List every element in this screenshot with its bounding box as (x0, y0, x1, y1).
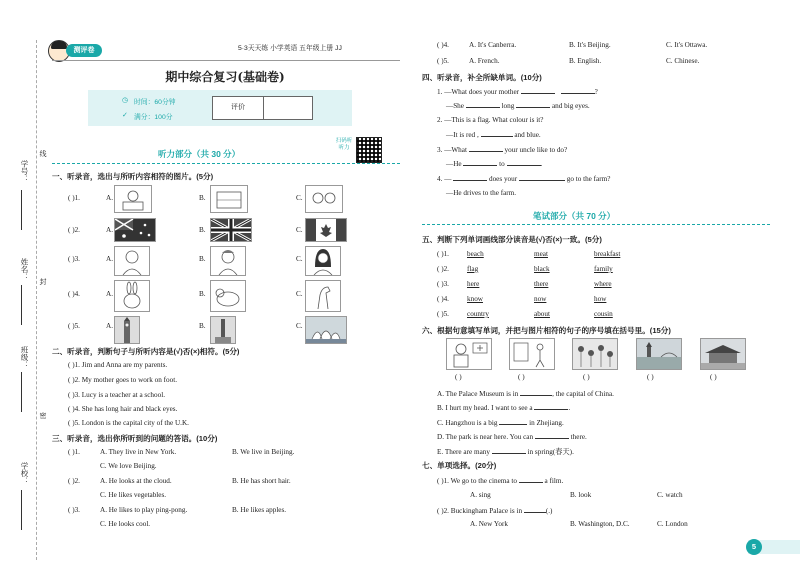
s5-row-4-word-2: now (534, 295, 547, 303)
s6-paren-3[interactable]: ( ) (583, 373, 590, 381)
s4-l1b: —She (446, 102, 464, 110)
pic-palace-museum (700, 338, 746, 370)
s5-row-4-word-1: know (467, 295, 483, 303)
check-icon: ✓ (122, 112, 128, 119)
s4-l3c: —He (446, 160, 462, 168)
s5-row-1-word-3: breakfast (594, 250, 621, 258)
s3-q3-c: C. He looks cool. (100, 520, 151, 528)
s4-l1d: and big eyes. (551, 102, 590, 110)
s3-q3-number: ( )3. (68, 506, 80, 514)
series-label: 5·3天天练 小学英语 五年级上册 JJ (238, 45, 342, 52)
s3-q1-b: B. We live in Beijing. (232, 448, 295, 456)
s5-row-1-word-2: meat (534, 250, 548, 258)
s1-heading: 一、听录音，选出与所听内容相符的图片。(5分) (52, 172, 214, 181)
s4-blank-2[interactable] (561, 86, 595, 94)
s2-item-4: ( )4. She has long hair and black eyes. (68, 405, 178, 413)
s1-q3-opt-b: B. (199, 255, 206, 263)
r-q4-a: A. It's Canberra. (469, 41, 517, 49)
s4-l4a: 4. — (437, 175, 452, 183)
time-label: 时间：60分钟 (134, 99, 176, 106)
s3-q1-c: C. We love Beijing. (100, 462, 157, 470)
s5-row-3-number: ( )3. (437, 280, 449, 288)
s3-q2-a: A. He looks at the cloud. (100, 477, 172, 485)
r-q5-number: ( )5. (437, 57, 449, 65)
s5-row-5-number: ( )5. (437, 310, 449, 318)
pic-park (509, 338, 555, 370)
pic-drawing-b (210, 185, 248, 213)
flag-uk-icon (210, 218, 252, 242)
s7-blank-1[interactable] (519, 475, 543, 483)
written-title: 笔试部分（共 70 分） (533, 211, 616, 221)
s4-line-4 (446, 129, 541, 140)
s4-line-7 (437, 173, 610, 184)
s1-q5-number: ( )5. (68, 322, 80, 330)
s6-blank-d[interactable] (535, 431, 569, 439)
pic-boy-a (114, 246, 150, 276)
s6-e1: E. There are many (437, 448, 490, 456)
s6-blank-e[interactable] (492, 446, 526, 454)
s1-q2-opt-b: B. (199, 226, 206, 234)
pic-girl-c (305, 246, 341, 276)
close-char: 密 (39, 412, 47, 419)
s4-l1c: long (501, 102, 515, 110)
s4-blank-9[interactable] (453, 173, 487, 181)
s5-row-3-word-2: there (534, 280, 549, 288)
s4-line-6: —He to . (446, 160, 543, 168)
pic-doctor (446, 338, 492, 370)
r-q4-c: C. It's Ottawa. (666, 41, 708, 49)
rating-field[interactable] (263, 96, 313, 120)
s1-q3-number: ( )3. (68, 255, 80, 263)
s3-q3-a: A. He likes to play ping-pong. (100, 506, 188, 514)
s6-sentence-d (437, 431, 587, 442)
s7-q2-stem: ( )2. Buckingham Palace is in (437, 507, 523, 515)
s7-heading: 七、单项选择。(20分) (422, 461, 497, 470)
s6-sentence-b (437, 402, 570, 413)
pic-opera-house-c (305, 316, 347, 344)
school-label: 学校： (20, 462, 29, 485)
s4-l2b: —It is red , (446, 131, 479, 139)
name-line (21, 285, 22, 325)
s6-d2: there. (570, 433, 587, 441)
s7-q1-end: a film. (544, 477, 564, 485)
s4-blank-4[interactable] (516, 100, 550, 108)
s3-q3-b: B. He likes apples. (232, 506, 287, 514)
s1-q1-opt-b: B. (199, 194, 206, 202)
s1-q1-opt-a: A. (106, 194, 113, 202)
s5-row-4-number: ( )4. (437, 295, 449, 303)
class-line (21, 372, 22, 412)
s1-q4-opt-c: C. (296, 290, 303, 298)
s6-heading: 六、根据句意填写单词，并把与图片相符的句子的序号填在括号里。(15分) (422, 326, 671, 335)
s3-q2-number: ( )2. (68, 477, 80, 485)
s1-q2-opt-a: A. (106, 226, 113, 234)
flag-canada-icon (305, 218, 347, 242)
s6-paren-5[interactable]: ( ) (710, 373, 717, 381)
page-title: 期中综合复习(基础卷) (165, 70, 285, 84)
page-number: 5 (746, 539, 762, 555)
s4-blank-6[interactable] (469, 144, 503, 152)
s6-b2: . (568, 404, 571, 412)
s4-l3d: to (499, 160, 505, 168)
score-label: 满分：100分 (134, 114, 173, 121)
s1-q4-number: ( )4. (68, 290, 80, 298)
s2-item-3: ( )3. Lucy is a teacher at a school. (68, 391, 165, 399)
pic-drawing-c (305, 185, 343, 213)
flag-australia-icon (114, 218, 156, 242)
s5-row-2-word-3: family (594, 265, 613, 273)
s3-q1-a: A. They live in New York. (100, 448, 177, 456)
s7-q1 (437, 475, 563, 486)
s6-c1: C. Hangzhou is a big (437, 419, 498, 427)
s4-l1a: 1. —What does your mother (437, 88, 520, 96)
s5-row-5-word-3: cousin (594, 310, 613, 318)
seal-char: 线 (39, 150, 47, 157)
school-line (21, 490, 22, 530)
s1-q2-opt-c: C. (296, 226, 303, 234)
s4-heading: 四、听录音，补全所缺单词。(10分) (422, 73, 542, 82)
s4-line-5 (437, 144, 567, 155)
s7-q1-b: B. look (570, 491, 592, 499)
pic-drawing-a (114, 185, 152, 213)
s6-sentence-e (437, 446, 574, 457)
written-rule (422, 224, 770, 225)
s4-line-1: 1. —What does your mother ? (437, 88, 598, 96)
pic-man-b (210, 246, 246, 276)
s1-q3-opt-a: A. (106, 255, 113, 263)
listening-title: 听力部分（共 30 分） (158, 149, 241, 159)
s4-l3b: your uncle like to do? (504, 146, 568, 154)
pic-hangzhou (636, 338, 682, 370)
s4-l2c: and blue. (514, 131, 541, 139)
s7-q2-b: B. Washington, D.C. (570, 520, 630, 528)
class-label: 班级： (20, 346, 29, 369)
s6-blank-a[interactable] (520, 388, 552, 396)
s5-row-4-word-3: how (594, 295, 607, 303)
s5-row-2-word-2: black (534, 265, 550, 273)
s7-q1-stem: ( )1. We go to the cinema to (437, 477, 517, 485)
listening-rule (52, 163, 400, 164)
s4-l4c: go to the farm? (566, 175, 611, 183)
s5-heading: 五、判断下列单词画线部分读音是(√)否(×)一致。(5分) (422, 235, 602, 244)
s1-q4-opt-b: B. (199, 290, 206, 298)
s3-q2-c: C. He likes vegetables. (100, 491, 167, 499)
s1-q5-opt-c: C. (296, 322, 303, 330)
s7-blank-2[interactable] (524, 505, 546, 513)
s5-row-1-number: ( )1. (437, 250, 449, 258)
s6-b1: B. I hurt my head. I want to see a (437, 404, 533, 412)
name-label: 姓名： (20, 258, 29, 281)
student-no-line (21, 190, 22, 230)
s6-sentence-c (437, 417, 564, 428)
s1-q5-opt-b: B. (199, 322, 206, 330)
s5-row-5-word-1: country (467, 310, 489, 318)
s7-q2-a: A. New York (470, 520, 508, 528)
pic-flowers (572, 338, 618, 370)
s6-d1: D. The park is near here. You can (437, 433, 534, 441)
r-q5-a: A. French. (469, 57, 500, 65)
s4-blank-3[interactable] (466, 100, 500, 108)
s6-paren-4[interactable]: ( ) (647, 373, 654, 381)
s6-blank-b[interactable] (534, 402, 571, 412)
s1-q3-opt-c: C. (296, 255, 303, 263)
s4-blank-10[interactable] (519, 173, 565, 181)
s4-l2a: 2. —This is a flag. What colour is it? (437, 116, 544, 124)
s1-q1-opt-c: C. (296, 194, 303, 202)
s5-row-3-word-3: where (594, 280, 612, 288)
s6-paren-2[interactable]: ( ) (518, 373, 525, 381)
qr-code-icon (356, 137, 382, 163)
s1-q4-opt-a: A. (106, 290, 113, 298)
s2-item-2: ( )2. My mother goes to work on foot. (68, 376, 177, 384)
s5-row-2-number: ( )2. (437, 265, 449, 273)
student-no-label: 学号： (20, 160, 29, 183)
s6-c2: in Zhejiang. (529, 419, 564, 427)
s4-blank-8[interactable] (507, 158, 541, 166)
header-rule (52, 60, 400, 61)
s6-sentence-a (437, 388, 614, 399)
test-badge: 测评卷 (66, 44, 102, 57)
r-q4-b: B. It's Beijing. (569, 41, 611, 49)
rating-label: 评价 (212, 96, 264, 120)
s4-blank-1[interactable] (521, 86, 555, 94)
s7-q1-a: A. sing (470, 491, 491, 499)
pic-rabbit-a (114, 280, 150, 312)
s4-line-2 (446, 100, 590, 111)
s7-q2 (437, 505, 552, 516)
s4-blank-7[interactable] (463, 158, 497, 166)
pic-animal-b (210, 280, 246, 312)
s2-heading: 二、听录音，判断句子与所听内容是(√)否(×)相符。(5分) (52, 347, 240, 356)
s4-l4d: —He drives to the farm. (446, 189, 517, 197)
s5-row-1-word-1: beach (467, 250, 484, 258)
s4-l4b: does your (488, 175, 518, 183)
s1-q1-number: ( )1. (68, 194, 80, 202)
s5-row-3-word-1: here (467, 280, 480, 288)
s6-blank-c[interactable] (499, 417, 527, 425)
qr-label: 扫码听听力 (335, 138, 353, 151)
s2-item-5: ( )5. London is the capital city of the U.K. (68, 419, 189, 427)
pic-big-ben-a (114, 316, 140, 344)
r-q5-b: B. English. (569, 57, 602, 65)
s5-row-5-word-2: about (534, 310, 550, 318)
s4-blank-5[interactable] (481, 129, 513, 137)
s3-q2-b: B. He has short hair. (232, 477, 291, 485)
s3-q1-number: ( )1. (68, 448, 80, 456)
bind-char: 封 (39, 278, 47, 285)
s4-l3a: 3. —What (437, 146, 467, 154)
s1-q5-opt-a: A. (106, 322, 113, 330)
cut-line (36, 40, 37, 560)
clock-icon: ◷ (122, 97, 129, 104)
s6-paren-1[interactable]: ( ) (455, 373, 462, 381)
s7-q1-c: C. watch (657, 491, 683, 499)
s7-q2-end: (.) (545, 507, 553, 515)
s6-a2: , the capital of China. (552, 390, 614, 398)
s7-q2-c: C. London (657, 520, 688, 528)
s3-heading: 三、听录音，选出你所听到的问题的答语。(10分) (52, 434, 218, 443)
s6-a1: A. The Palace Museum is in (437, 390, 519, 398)
pic-kangaroo-c (305, 280, 341, 312)
pic-tower-b (210, 316, 236, 344)
s6-e2: in spring(春天). (527, 448, 574, 456)
s2-item-1: ( )1. Jim and Anna are my parents. (68, 361, 168, 369)
s5-row-2-word-1: flag (467, 265, 479, 273)
info-box (88, 90, 352, 126)
r-q5-c: C. Chinese. (666, 57, 700, 65)
s1-q2-number: ( )2. (68, 226, 80, 234)
r-q4-number: ( )4. (437, 41, 449, 49)
